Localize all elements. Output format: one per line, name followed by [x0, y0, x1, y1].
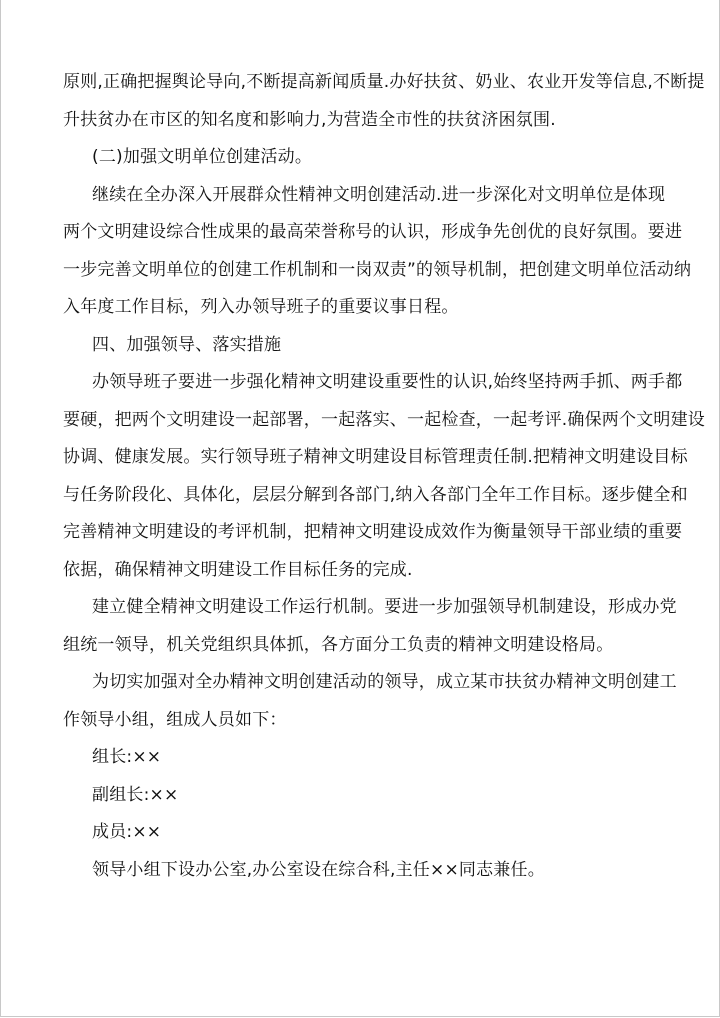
text-line: 与任务阶段化、具体化，层层分解到各部门,纳入各部门全年工作目标。逐步健全和: [63, 484, 688, 505]
text-line: 组统一领导，机关党组织具体抓，各方面分工负责的精神文明建设格局。: [63, 634, 614, 655]
text-line: 继续在全办深入开展群众性精神文明创建活动.进一步深化对文明单位是体现: [92, 184, 666, 205]
text-line: 升扶贫办在市区的知名度和影响力,为营造全市性的扶贫济困氛围.: [63, 109, 556, 130]
text-line: 两个文明建设综合性成果的最高荣誉称号的认识，形成争先创优的良好氛围。要进: [63, 222, 683, 242]
text-line: 入年度工作目标，列入办领导班子的重要议事日程。: [63, 297, 459, 317]
text-line: 建立健全精神文明建设工作运行机制。要进一步加强领导机制建设，形成办党: [92, 597, 677, 617]
section-heading: 四、加强领导、落实措施: [92, 334, 282, 355]
text-line: 作领导小组，组成人员如下：: [63, 709, 287, 730]
member-group-leader: 组长:××: [92, 747, 162, 767]
document-body: [63, 64, 706, 889]
text-line: 原则,正确把握舆论导向,不断提高新闻质量.办好扶贫、奶业、农业开发等信息,不断提: [63, 72, 705, 92]
text-line: 领导小组下设办公室,办公室设在综合科,主任××同志兼任。: [92, 859, 545, 880]
member-members: 成员:××: [92, 822, 162, 842]
text-line: 要硬，把两个文明建设一起部署，一起落实、一起检查，一起考评.确保两个文明建设: [63, 409, 706, 430]
text-line: 办领导班子要进一步强化精神文明建设重要性的认识,始终坚持两手抓、两手都: [92, 372, 683, 392]
section-heading: (二)加强文明单位创建活动。: [92, 147, 313, 167]
text-line: 依据，确保精神文明建设工作目标任务的完成.: [63, 559, 413, 580]
text-line: 一步完善文明单位的创建工作机制和一岗双责”的领导机制，把创建文明单位活动纳: [63, 259, 692, 280]
member-deputy-leader: 副组长:××: [92, 784, 179, 805]
text-line: 协调、健康发展。实行领导班子精神文明建设目标管理责任制.把精神文明建设目标: [63, 447, 688, 467]
text-line: 为切实加强对全办精神文明创建活动的领导，成立某市扶贫办精神文明创建工: [92, 672, 677, 692]
text-line: 完善精神文明建设的考评机制，把精神文明建设成效作为衡量领导干部业绩的重要: [63, 522, 683, 542]
